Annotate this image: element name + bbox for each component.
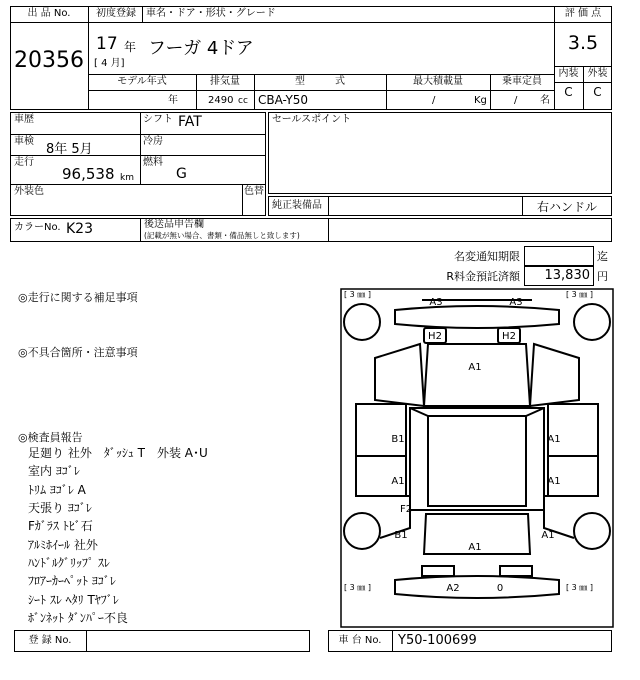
wheel-label-rr: [ 3 ㎜ ]	[566, 583, 593, 592]
mark-headlight-left: H2	[428, 331, 442, 342]
wheel-rear-left	[344, 513, 380, 549]
mark-rear-bumper-left: A2	[446, 583, 460, 594]
first-reg-month: [ 4 月]	[94, 58, 125, 69]
mark-hood: A1	[468, 362, 482, 373]
name-change-box	[524, 246, 594, 266]
name-change-unit: 迄	[597, 250, 608, 263]
inspector-line: ﾎﾞﾝﾈｯﾄ ﾀﾞﾝﾊﾟｰ不良	[28, 611, 128, 625]
type-label: 型 式	[295, 76, 345, 87]
car-name-label: 車名・ドア・形状・グレード	[146, 8, 276, 19]
mark-right-rear-fender: A1	[541, 530, 555, 541]
inspector-line: ﾄﾘﾑ ﾖｺﾞﾚ A	[28, 483, 86, 497]
lot-no: 20356	[14, 48, 84, 73]
recycle-amount: 13,830	[544, 268, 590, 283]
wheel-front-left	[344, 304, 380, 340]
exterior-label: 外装	[587, 68, 608, 79]
model-year-label: モデル年式	[117, 76, 167, 87]
inspector-line: ﾌﾛｱｰｶｰﾍﾟｯﾄ ﾖｺﾞﾚ	[28, 574, 116, 588]
interior-label: 内装	[558, 68, 579, 79]
color-no-label: カラーNo.	[14, 222, 61, 233]
inspection-label: 車検	[14, 136, 34, 147]
year-unit: 年	[124, 40, 137, 54]
docs-label: 後送品申告欄	[144, 219, 204, 230]
mileage: 96,538	[62, 165, 115, 183]
type: CBA-Y50	[258, 93, 309, 107]
max-load-value: /	[432, 95, 436, 106]
recycle-label: R料金預託済額	[446, 270, 520, 283]
exterior-grade: C	[593, 85, 602, 99]
mark-left-rear-door: A1	[391, 476, 405, 487]
sales-points-label: セールスポイント	[272, 114, 352, 125]
mark-right-rear-door: A1	[547, 476, 561, 487]
defects-label: ◎不具合箇所・注意事項	[18, 346, 138, 359]
color-no: K23	[66, 221, 93, 237]
mark-right-front-door: A1	[547, 434, 561, 445]
inspector-line: ｼｰﾄ ｽﾚ ﾍﾀﾘ Tﾔﾌﾞﾚ	[28, 593, 119, 607]
shift-label: シフト	[143, 114, 173, 125]
first-reg-year: 17	[96, 34, 118, 54]
score-label: 評 価 点	[564, 8, 602, 19]
displacement-unit: cc	[238, 96, 248, 106]
chassis-no: Y50-100699	[398, 633, 477, 648]
model-year-unit: 年	[168, 95, 178, 106]
mileage-label: 走行	[14, 157, 34, 168]
history-label: 車歴	[14, 114, 34, 125]
inspector-line: ｱﾙﾐﾎｲｰﾙ 社外	[28, 538, 98, 552]
recycle-unit: 円	[597, 270, 608, 283]
score: 3.5	[567, 32, 599, 54]
mark-trunk: A1	[468, 542, 482, 553]
car-damage-diagram	[340, 288, 614, 628]
capacity-label: 乗車定員	[502, 76, 542, 87]
docs-note: (記載が無い場合、書類・備品無しと致します)	[144, 231, 300, 240]
capacity-unit: 名	[540, 95, 550, 106]
mileage-unit: km	[120, 173, 134, 183]
name-change-label: 名変通知期限	[454, 250, 520, 263]
inspector-line: ﾊﾝﾄﾞﾙｸﾞﾘｯﾌﾟ ｽﾚ	[28, 556, 110, 570]
driving-notes-label: ◎走行に関する補足事項	[18, 291, 138, 304]
inspector-line: 室内 ﾖｺﾞﾚ	[28, 464, 80, 478]
car-name: フーガ 4ドア	[148, 38, 254, 59]
reg-no-label: 登 録 No.	[28, 635, 72, 646]
inspector-label: ◎検査員報告	[18, 431, 83, 444]
color-change-label: 色替	[244, 186, 264, 197]
genuine-equipment-label: 純正装備品	[272, 200, 322, 211]
displacement: 2490	[208, 95, 234, 106]
first-reg-label: 初度登録	[96, 8, 136, 19]
mark-front-bumper-left: A3	[429, 297, 443, 308]
inspection-value: 8年 5月	[46, 142, 93, 157]
capacity-value: /	[514, 95, 518, 106]
fuel-label: 燃料	[143, 157, 163, 168]
exterior-color-label: 外装色	[14, 186, 44, 197]
steering: 右ハンドル	[536, 200, 597, 214]
wheel-label-rl: [ 3 ㎜ ]	[344, 583, 371, 592]
mark-headlight-right: H2	[502, 331, 516, 342]
max-load-unit: Kg	[474, 95, 487, 106]
shift: FAT	[178, 114, 202, 130]
lot-no-label: 出 品 No.	[27, 8, 71, 19]
wheel-label-fl: [ 3 ㎜ ]	[344, 290, 371, 299]
chassis-no-label: 車 台 No.	[338, 635, 382, 646]
mark-front-bumper-right: A3	[509, 297, 523, 308]
inspector-line: 足廻り 社外 ﾀﾞｯｼｭ T 外装 A･U	[28, 446, 208, 460]
ac-label: 冷房	[143, 136, 163, 147]
max-load-label: 最大積載量	[413, 76, 463, 87]
inspector-line: Fｶﾞﾗｽ ﾄﾋﾞ石	[28, 519, 93, 533]
interior-grade: C	[564, 85, 573, 99]
fuel: G	[176, 166, 187, 182]
inspector-line: 天張り ﾖｺﾞﾚ	[28, 501, 92, 515]
mark-rear-bumper-right: 0	[496, 583, 504, 594]
mark-left-rear-fender-upper: F2	[399, 504, 413, 515]
mark-left-rear-fender-lower: B1	[394, 530, 408, 541]
displacement-label: 排気量	[210, 76, 240, 87]
wheel-label-fr: [ 3 ㎜ ]	[566, 290, 593, 299]
wheel-front-right	[574, 304, 610, 340]
wheel-rear-right	[574, 513, 610, 549]
mark-left-front-door: B1	[391, 434, 405, 445]
